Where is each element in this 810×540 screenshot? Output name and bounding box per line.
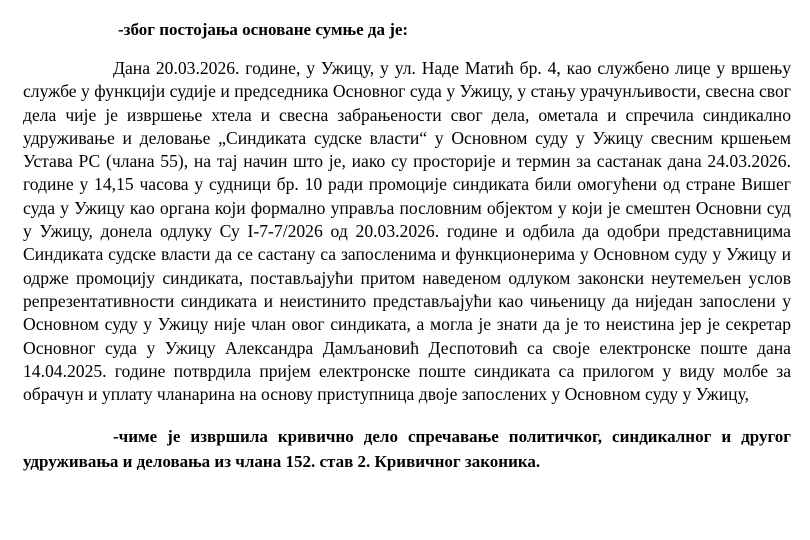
section-heading: -због постојања основане сумње да је: — [118, 20, 409, 39]
body-paragraph: Дана 20.03.2026. године, у Ужицу, у ул. Наде Матић бр. 4, као службено лице у вршењу службе у функцији судије и председника Основног суда у Ужицу, у стању урачунљивости, свесна свог дела чије је извршење хтела и свесна забрањености свог дела, ометала и спречила синдикално удруживање и деловање „Синдиката судске власти“ у Основном суду у Ужицу свесним кршењем Устава РС (члана 55), на тај начин што је, иако су просторије и термин за састанак дана 24.03.2026. године у 14,15 часова у судници бр. 10 ради промоције синдиката били омогућени од стране Вишег суда у Ужицу као органа који формално управља пословним објектом у који је смештен Основни суд у Ужицу, донела одлуку Су I-7-7/2026 од 20.03.2026. године и одбила да одобри представницима Синдиката судске власти да се састану са запосленима и функционерима у Основном суду у Ужицу и одрже промоцију синдиката, постављајући притом наведеном одлуком законски неутемељен услов репрезентативности синдиката и неистинито представљајући као чињеницу да ниједан запослени у Основном суду у Ужицу није члан овог синдиката, а могла је знати да је то неистина јер је секретар Основног суда у Ужицу Александра Дамљановић Деспотовић са своје електронске поште дана 14.04.2025. године потврдила пријем електронске поште синдиката са прилогом у виду молбе за обрачун и уплату чланарина на основу приступница двоје запослених у Основном суду у Ужицу, — [23, 58, 791, 405]
document-page — [23, 18, 791, 474]
conclusion-paragraph: -чиме је извршила кривично дело спречавање политичког, синдикалног и другог удруживања и деловања из члана 152. став 2. Кривичног законика. — [23, 427, 791, 472]
